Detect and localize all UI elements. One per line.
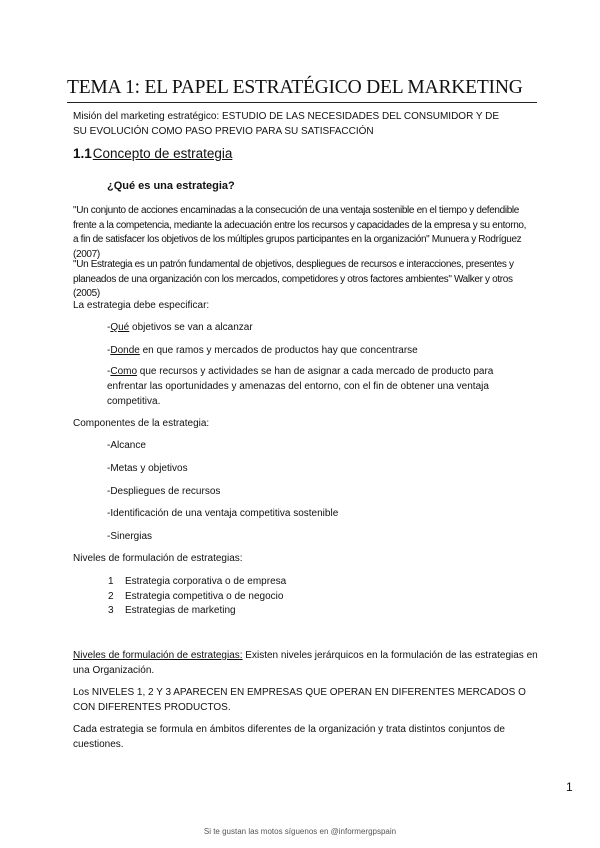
level-text: Estrategias de marketing — [125, 605, 236, 616]
levels-paragraph-label: Niveles de formulación de estrategias: — [73, 650, 243, 661]
section-number: 1.1 — [73, 146, 92, 161]
specify-key: Qué — [110, 322, 130, 333]
component-item: -Identificación de una ventaja competitiva sostenible — [107, 508, 339, 519]
quote-munuera: "Un conjunto de acciones encaminadas a la consecución de una ventaja sostenible en el tiempo y defendible frente a la competencia, mediante la adecuación entre los recursos y capacidades de la empresa y su entorno, a fin de satisfacer los objetivos de los múltiples grupos participantes en la organización" Munuera y Rodríguez (2007) — [73, 205, 527, 260]
level-text: Estrategia competitiva o de negocio — [125, 591, 284, 602]
level-number: 2 — [108, 591, 114, 602]
levels-intro: Niveles de formulación de estrategias: — [73, 553, 243, 564]
specify-intro: La estrategia debe especificar: — [73, 300, 210, 311]
levels-paragraph: Niveles de formulación de estrategias: Existen niveles jerárquicos en la formulación de las estrategias en una Organización. — [73, 650, 538, 676]
specify-key: Como — [110, 366, 138, 377]
component-item: -Despliegues de recursos — [107, 486, 221, 497]
level-item — [108, 603, 236, 618]
component-item: -Metas y objetivos — [107, 463, 188, 474]
level-number: 3 — [108, 605, 114, 616]
components-intro: Componentes de la estrategia: — [73, 418, 210, 429]
specify-item: -Como que recursos y actividades se han de asignar a cada mercado de producto para enfrentar las oportunidades y amenazas del entorno, con el fin de obtener una ventaja competitiva. — [107, 366, 494, 407]
section-title: Concepto de estrategia — [92, 146, 233, 161]
level-item — [108, 589, 283, 604]
level-number: 1 — [108, 576, 114, 587]
quote-walker: "Un Estrategia es un patrón fundamental de objetivos, despliegues de recursos e interacciones, presentes y planeados de una organización con los mercados, competidores y otros factores ambientes" Walker y otros (2005) — [73, 259, 514, 299]
specify-item: -Donde en que ramos y mercados de productos hay que concentrarse — [107, 345, 418, 356]
mission-statement: Misión del marketing estratégico: ESTUDIO DE LAS NECESIDADES DEL CONSUMIDOR Y DE SU EVOLUCIÓN COMO PASO PREVIO PARA SU SATISFACCIÓN — [73, 111, 500, 137]
cada-estrategia-paragraph: Cada estrategia se formula en ámbitos diferentes de la organización y trata distintos conjuntos de cuestiones. — [73, 724, 505, 750]
component-item: -Sinergias — [107, 531, 153, 542]
section-heading — [73, 146, 232, 161]
page-number: 1 — [566, 780, 573, 794]
level-item — [108, 574, 286, 589]
specify-key: Donde — [110, 345, 140, 356]
niveles-paragraph: Los NIVELES 1, 2 Y 3 APARECEN EN EMPRESAS QUE OPERAN EN DIFERENTES MERCADOS O CON DIFERENTES PRODUCTOS. — [73, 687, 526, 713]
page-title: TEMA 1: EL PAPEL ESTRATÉGICO DEL MARKETING — [67, 76, 537, 103]
level-text: Estrategia corporativa o de empresa — [125, 576, 287, 587]
specify-item: -Qué objetivos se van a alcanzar — [107, 322, 253, 333]
footer-note: Si te gustan las motos síguenos en @informergpspain — [203, 827, 397, 836]
question-heading: ¿Qué es una estrategia? — [107, 180, 235, 192]
component-item: -Alcance — [107, 440, 146, 451]
